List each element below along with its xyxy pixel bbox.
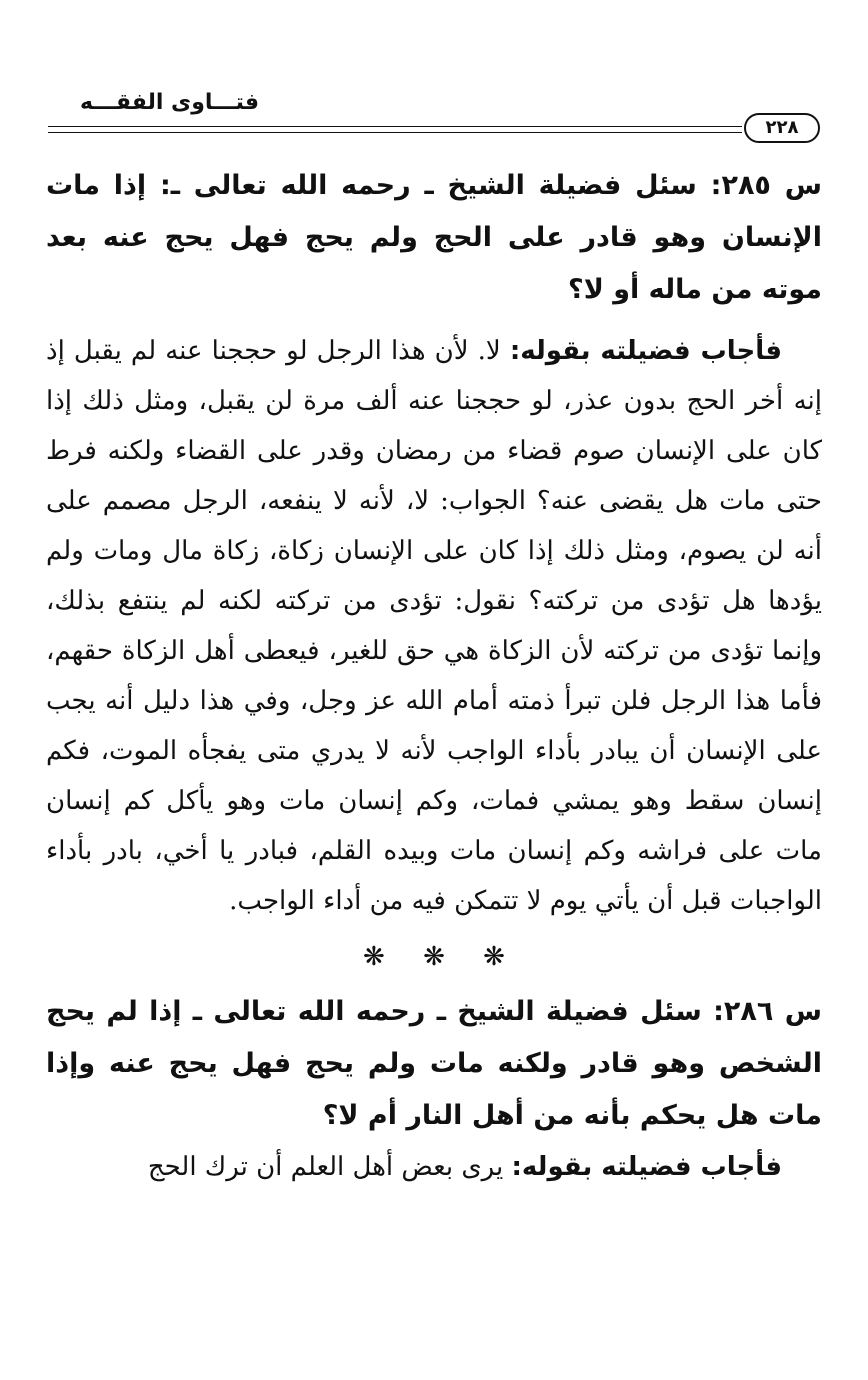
answer-lead: فأجاب فضيلته بقوله: (509, 336, 782, 366)
header-rule (48, 132, 742, 133)
answer-text: لا. لأن هذا الرجل لو حججنا عنه لم يقبل إذ إنه أخر الحج بدون عذر، لو حججنا عنه ألف مرة لن يقبل، ومثل ذلك إذا كان على الإنسان صوم قضاء من رمضان وقدر على القضاء ولكنه فرط حتى مات هل يقضى عنه؟ الجواب: لا، لأنه لا ينفعه، الرجل مصمم على أنه لن يصوم، ومثل ذلك إذا كان على الإنسان زكاة، زكاة مال ومات ولم يؤدها هل تؤدى من تركته؟ نقول: تؤدى من تركته لكنه لم ينتفع بذلك، وإنما تؤدى من تركته لأن الزكاة هي حق للغير، فيعطى أهل الزكاة حقهم، فأما هذا الرجل فلن تبرأ ذمته أمام الله عز وجل، وفي هذا دليل أنه يجب على الإنسان أن يبادر بأداء الواجب لأنه لا يدري متى يفجأه الموت، فكم إنسان سقط وهو يمشي فمات، وكم إنسان مات وهو يأكل كم إنسان مات على فراشه وكم إنسان مات وبيده القلم، فبادر يا أخي، بادر بأداء الواجبات قبل أن يأتي يوم لا تتمكن فيه من أداء الواجب. (46, 336, 822, 916)
header-rule (48, 126, 742, 127)
answer-286 (46, 1142, 822, 1192)
page-body (46, 160, 822, 1192)
question-285: س ٢٨٥: سئل فضيلة الشيخ ـ رحمه الله تعالى ـ: إذا مات الإنسان وهو قادر على الحج ولم يحج فهل يحج عنه بعد موته من ماله أو لا؟ (46, 170, 822, 305)
question-286: س ٢٨٦: سئل فضيلة الشيخ ـ رحمه الله تعالى ـ إذا لم يحج الشخص وهو قادر ولكنه مات ولم يحج فهل يحج عنه وإذا مات هل يحكم بأنه من أهل النار أم لا؟ (46, 996, 822, 1131)
answer-lead: فأجاب فضيلته بقوله: (511, 1152, 782, 1182)
page-header (40, 78, 820, 150)
page-number: ٢٢٨ (744, 113, 820, 143)
section-separator: ❋ ❋ ❋ (363, 942, 505, 972)
answer-285 (46, 326, 822, 926)
answer-text: يرى بعض أهل العلم أن ترك الحج (147, 1152, 512, 1182)
running-title: فتـــاوى الفقـــه (80, 90, 260, 115)
